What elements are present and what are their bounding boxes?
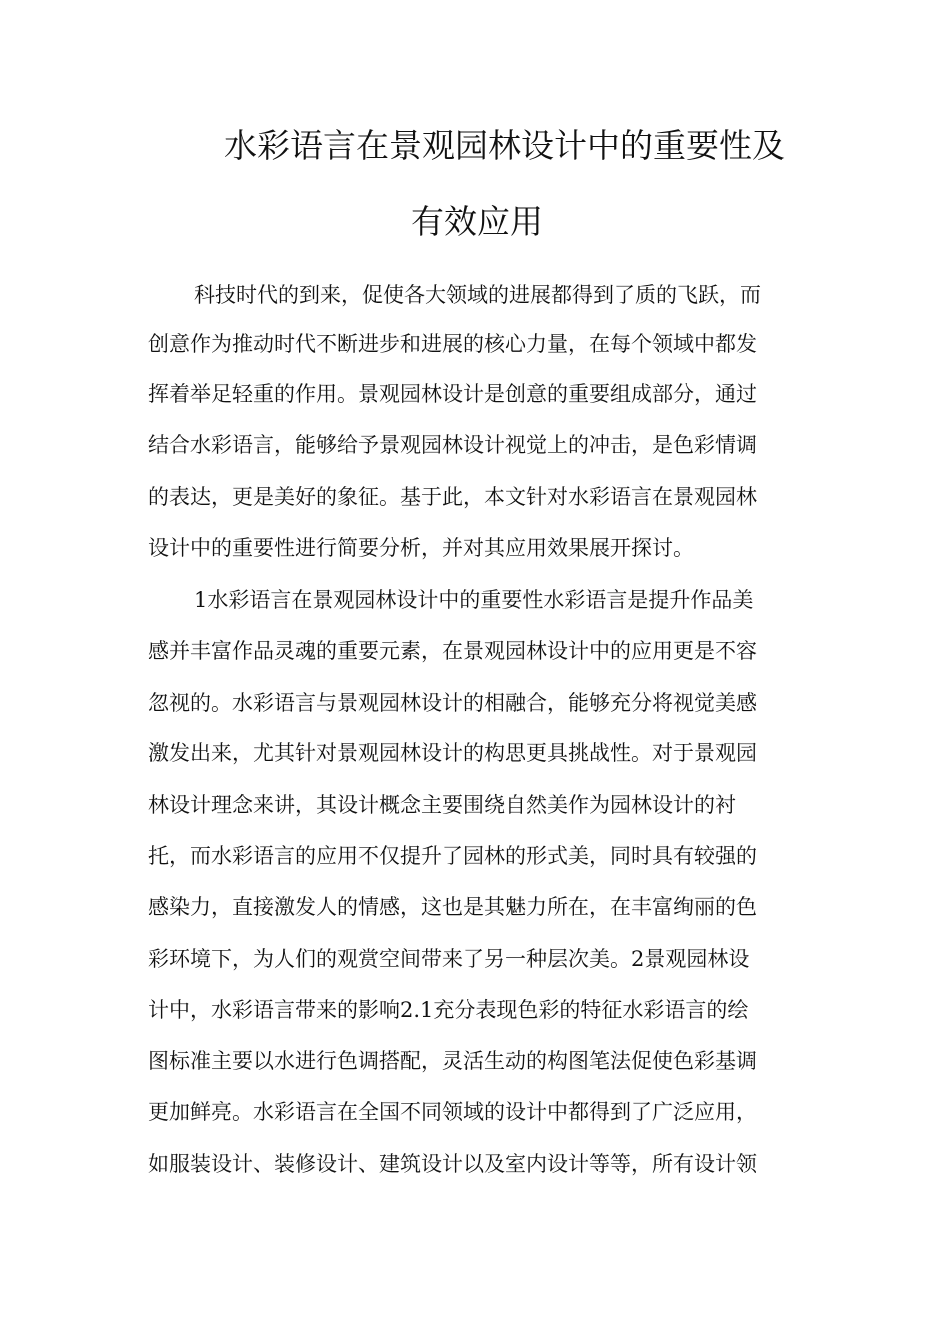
paragraph-line: 如服装设计、装修设计、建筑设计以及室内设计等等，所有设计领: [148, 1152, 757, 1176]
paragraph-line: 托，而水彩语言的应用不仅提升了园林的形式美，同时具有较强的: [148, 844, 757, 868]
paragraph-line: 挥着举足轻重的作用。景观园林设计是创意的重要组成部分，通过: [148, 382, 757, 406]
paragraph-line: 彩环境下，为人们的观赏空间带来了另一种层次美。2景观园林设: [148, 947, 750, 971]
paragraph-line: 的表达，更是美好的象征。基于此，本文针对水彩语言在景观园林: [148, 485, 757, 509]
paragraph-line: 计中，水彩语言带来的影响2.1充分表现色彩的特征水彩语言的绘: [148, 998, 749, 1022]
paragraph-line: 设计中的重要性进行简要分析，并对其应用效果展开探讨。: [148, 536, 694, 560]
paragraph-line: 感并丰富作品灵魂的重要元素，在景观园林设计中的应用更是不容: [148, 639, 757, 663]
paragraph-line: 创意作为推动时代不断进步和进展的核心力量，在每个领域中都发: [148, 332, 757, 356]
paragraph-line: 林设计理念来讲，其设计概念主要围绕自然美作为园林设计的衬: [148, 793, 736, 817]
paragraph-line: 结合水彩语言，能够给予景观园林设计视觉上的冲击，是色彩情调: [148, 433, 757, 457]
paragraph-line: 更加鲜亮。水彩语言在全国不同领域的设计中都得到了广泛应用，: [148, 1100, 757, 1124]
document-title-line-1: 水彩语言在景观园林设计中的重要性及: [224, 126, 785, 165]
document-title-line-2: 有效应用: [411, 202, 543, 241]
paragraph-line: 感染力，直接激发人的情感，这也是其魅力所在，在丰富绚丽的色: [148, 895, 757, 919]
paragraph-line: 科技时代的到来，促使各大领域的进展都得到了质的飞跃，而: [194, 283, 761, 307]
paragraph-line: 激发出来，尤其针对景观园林设计的构思更具挑战性。对于景观园: [148, 741, 757, 765]
paragraph-line: 1水彩语言在景观园林设计中的重要性水彩语言是提升作品美: [194, 588, 754, 612]
paragraph-line: 忽视的。水彩语言与景观园林设计的相融合，能够充分将视觉美感: [148, 691, 757, 715]
paragraph-line: 图标准主要以水进行色调搭配，灵活生动的构图笔法促使色彩基调: [148, 1049, 757, 1073]
